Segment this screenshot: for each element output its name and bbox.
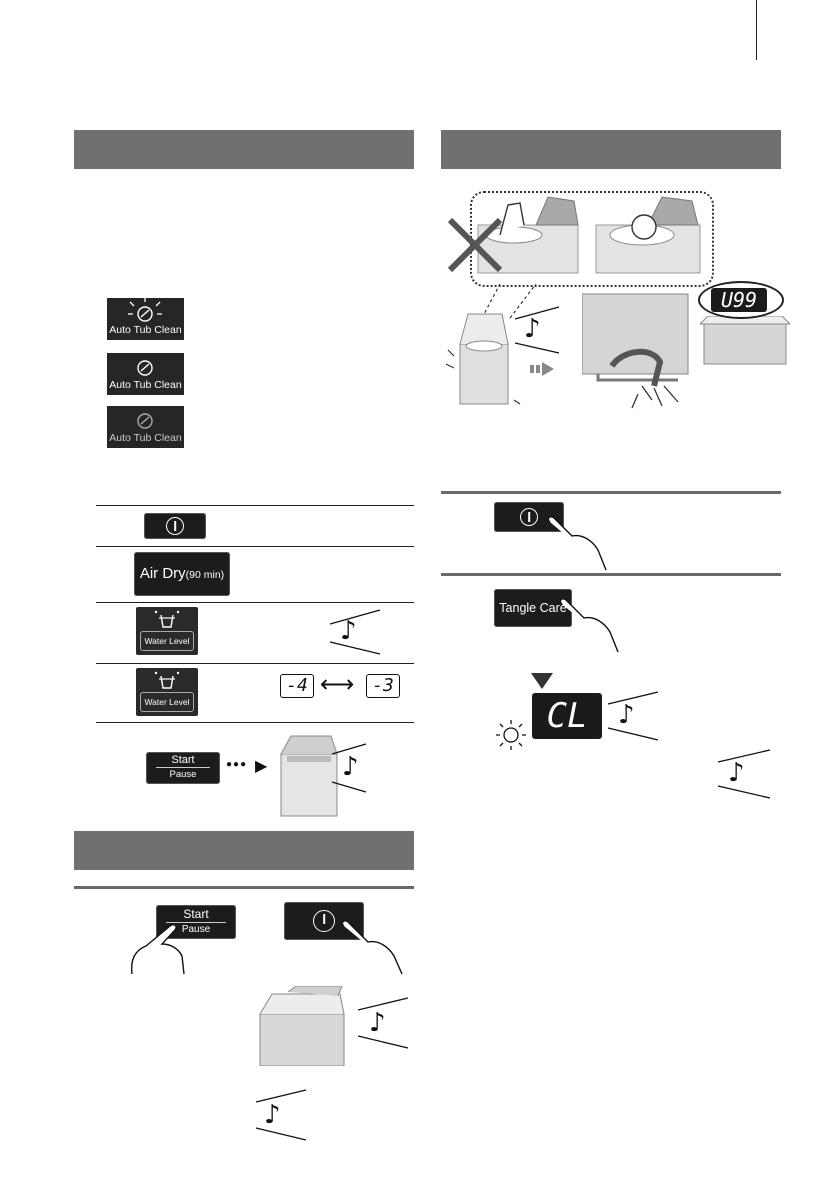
note-icon: ♪ (369, 1008, 386, 1038)
progress-dots-icon: ●●● (226, 759, 248, 770)
pause-label: Pause (169, 769, 197, 780)
section-header-left-1 (74, 130, 414, 169)
tub-clean-icon (107, 353, 184, 381)
water-level-icon (136, 609, 198, 631)
water-level-label: Water Level (140, 692, 194, 712)
tub-clean-icon (107, 406, 184, 434)
table-rule (96, 546, 414, 547)
air-dry-label: Air Dry (139, 565, 186, 582)
power-button[interactable] (144, 513, 206, 539)
arrow-right-icon (530, 360, 556, 378)
hand-press-icon (340, 918, 410, 978)
level-display-b: -3 (366, 674, 400, 698)
auto-tub-clean-label: Auto Tub Clean (109, 324, 182, 336)
tangle-care-label: Tangle Care (499, 601, 567, 615)
crop-mark-vertical (756, 0, 757, 60)
note-icon: ♪ (342, 752, 359, 782)
table-rule (96, 602, 414, 603)
hand-press-icon (126, 918, 196, 978)
air-dry-time: (90 min) (185, 569, 225, 581)
lamp-flash-icon (494, 718, 528, 752)
swap-arrow-icon: ⟷ (320, 670, 355, 698)
pause-label: Pause (181, 924, 211, 935)
table-rule (96, 663, 414, 664)
washer-shaking-illustration (444, 300, 524, 410)
power-icon (520, 508, 538, 526)
hand-press-icon (558, 598, 624, 654)
clean-code-display: CL (532, 693, 602, 739)
arrow-right-icon: ▶ (255, 758, 268, 775)
water-level-button[interactable] (136, 668, 198, 716)
power-icon (313, 910, 335, 932)
table-rule (96, 722, 414, 723)
auto-tub-clean-panel-flashing (107, 298, 184, 340)
beep-icon (254, 1088, 310, 1144)
start-pause-button[interactable] (146, 752, 220, 784)
section-header-right-1 (441, 130, 781, 169)
air-dry-button[interactable] (134, 552, 230, 596)
auto-tub-clean-panel-on (107, 353, 184, 395)
display-panel-illustration (700, 316, 790, 366)
section-header-left-2 (74, 831, 414, 870)
water-level-icon (136, 670, 198, 692)
start-label: Start (171, 754, 195, 766)
start-pause-divider (156, 767, 210, 768)
child-in-water-illustration (592, 195, 706, 275)
water-level-button[interactable] (136, 607, 198, 655)
drain-hose-illustration (582, 290, 692, 415)
auto-tub-clean-label: Auto Tub Clean (109, 379, 182, 391)
down-triangle-icon (531, 673, 553, 691)
prohibited-x-icon (446, 216, 506, 276)
note-icon: ♪ (524, 314, 541, 344)
level-display-a: -4 (280, 674, 314, 698)
auto-tub-clean-panel-dim (107, 406, 184, 448)
section-rule (74, 886, 414, 889)
start-label: Start (183, 907, 209, 921)
washer-illustration (252, 986, 352, 1066)
beep-icon (328, 606, 388, 656)
error-code-display: U99 (711, 288, 767, 312)
water-level-label: Water Level (140, 631, 194, 651)
power-icon (166, 517, 184, 535)
table-rule (96, 505, 414, 506)
section-rule (441, 573, 781, 576)
auto-tub-clean-label: Auto Tub Clean (109, 432, 182, 444)
section-rule (441, 491, 781, 494)
note-icon: ♪ (728, 758, 745, 788)
hand-press-icon (546, 516, 612, 572)
note-icon: ♪ (618, 700, 635, 730)
note-icon: ♪ (264, 1100, 281, 1130)
note-icon: ♪ (340, 616, 357, 646)
